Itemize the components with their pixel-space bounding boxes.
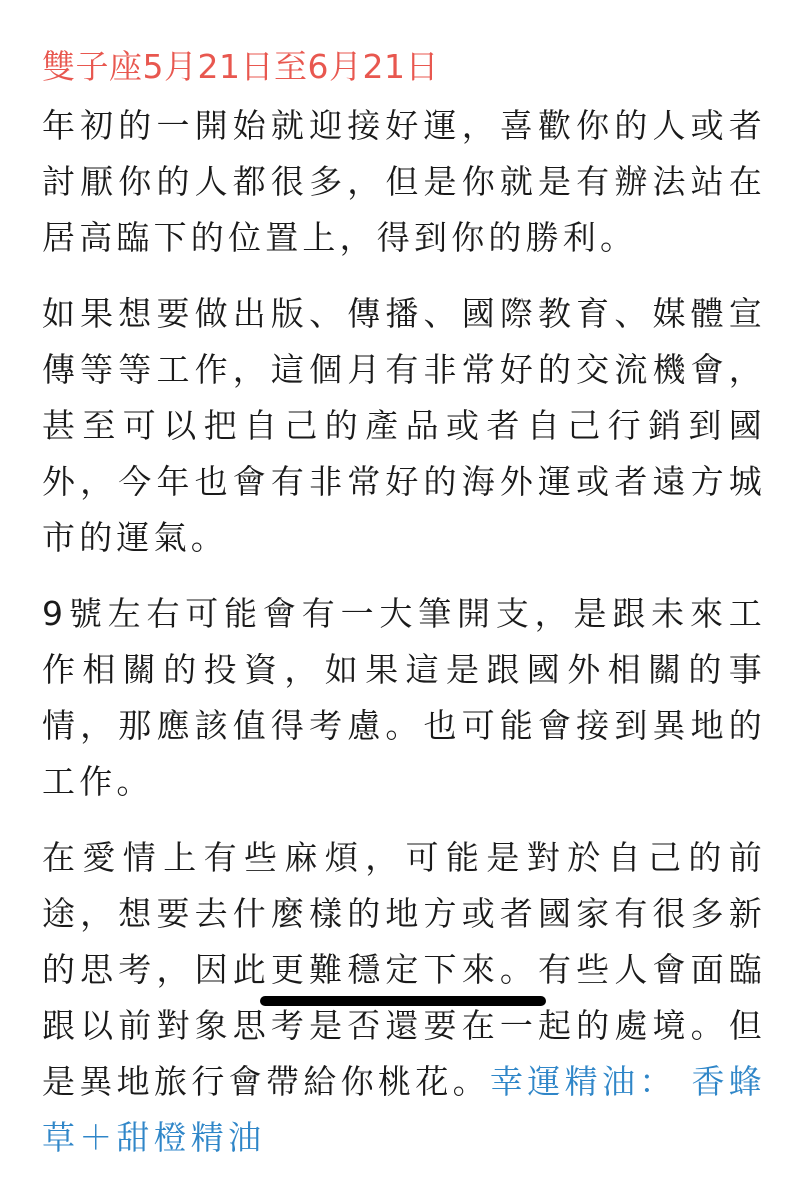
article xyxy=(42,40,766,1186)
love-text: 在愛情上有些麻煩，可能是對於自己的前途，想要去什麼樣的地方或者國家有很多新的思考，因此更難穩定下來。有些人會面臨跟以前對象思考是否還要在一起的處境。但是異地旅行會帶給你桃花。 xyxy=(42,838,766,1101)
article-paragraph-1: 年初的一開始就迎接好運，喜歡你的人或者討厭你的人都很多，但是你就是有辦法站在居高臨下的位置上，得到你的勝利。 xyxy=(42,106,766,257)
home-indicator[interactable] xyxy=(260,996,546,1006)
lucky-oil-link[interactable]: 幸運精油： 香蜂草＋甜橙精油 xyxy=(42,1062,766,1157)
article-paragraph-3: 9號左右可能會有一大筆開支，是跟未來工作相關的投資，如果這是跟國外相關的事情，那應該值得考慮。也可能會接到異地的工作。 xyxy=(42,594,766,801)
article-paragraph-2: 如果想要做出版、傳播、國際教育、媒體宣傳等等工作，這個月有非常好的交流機會，甚至可以把自己的產品或者自己行銷到國外，今年也會有非常好的海外運或者遠方城市的運氣。 xyxy=(42,294,766,557)
article-heading: 雙子座5月21日至6月21日 xyxy=(42,47,439,86)
